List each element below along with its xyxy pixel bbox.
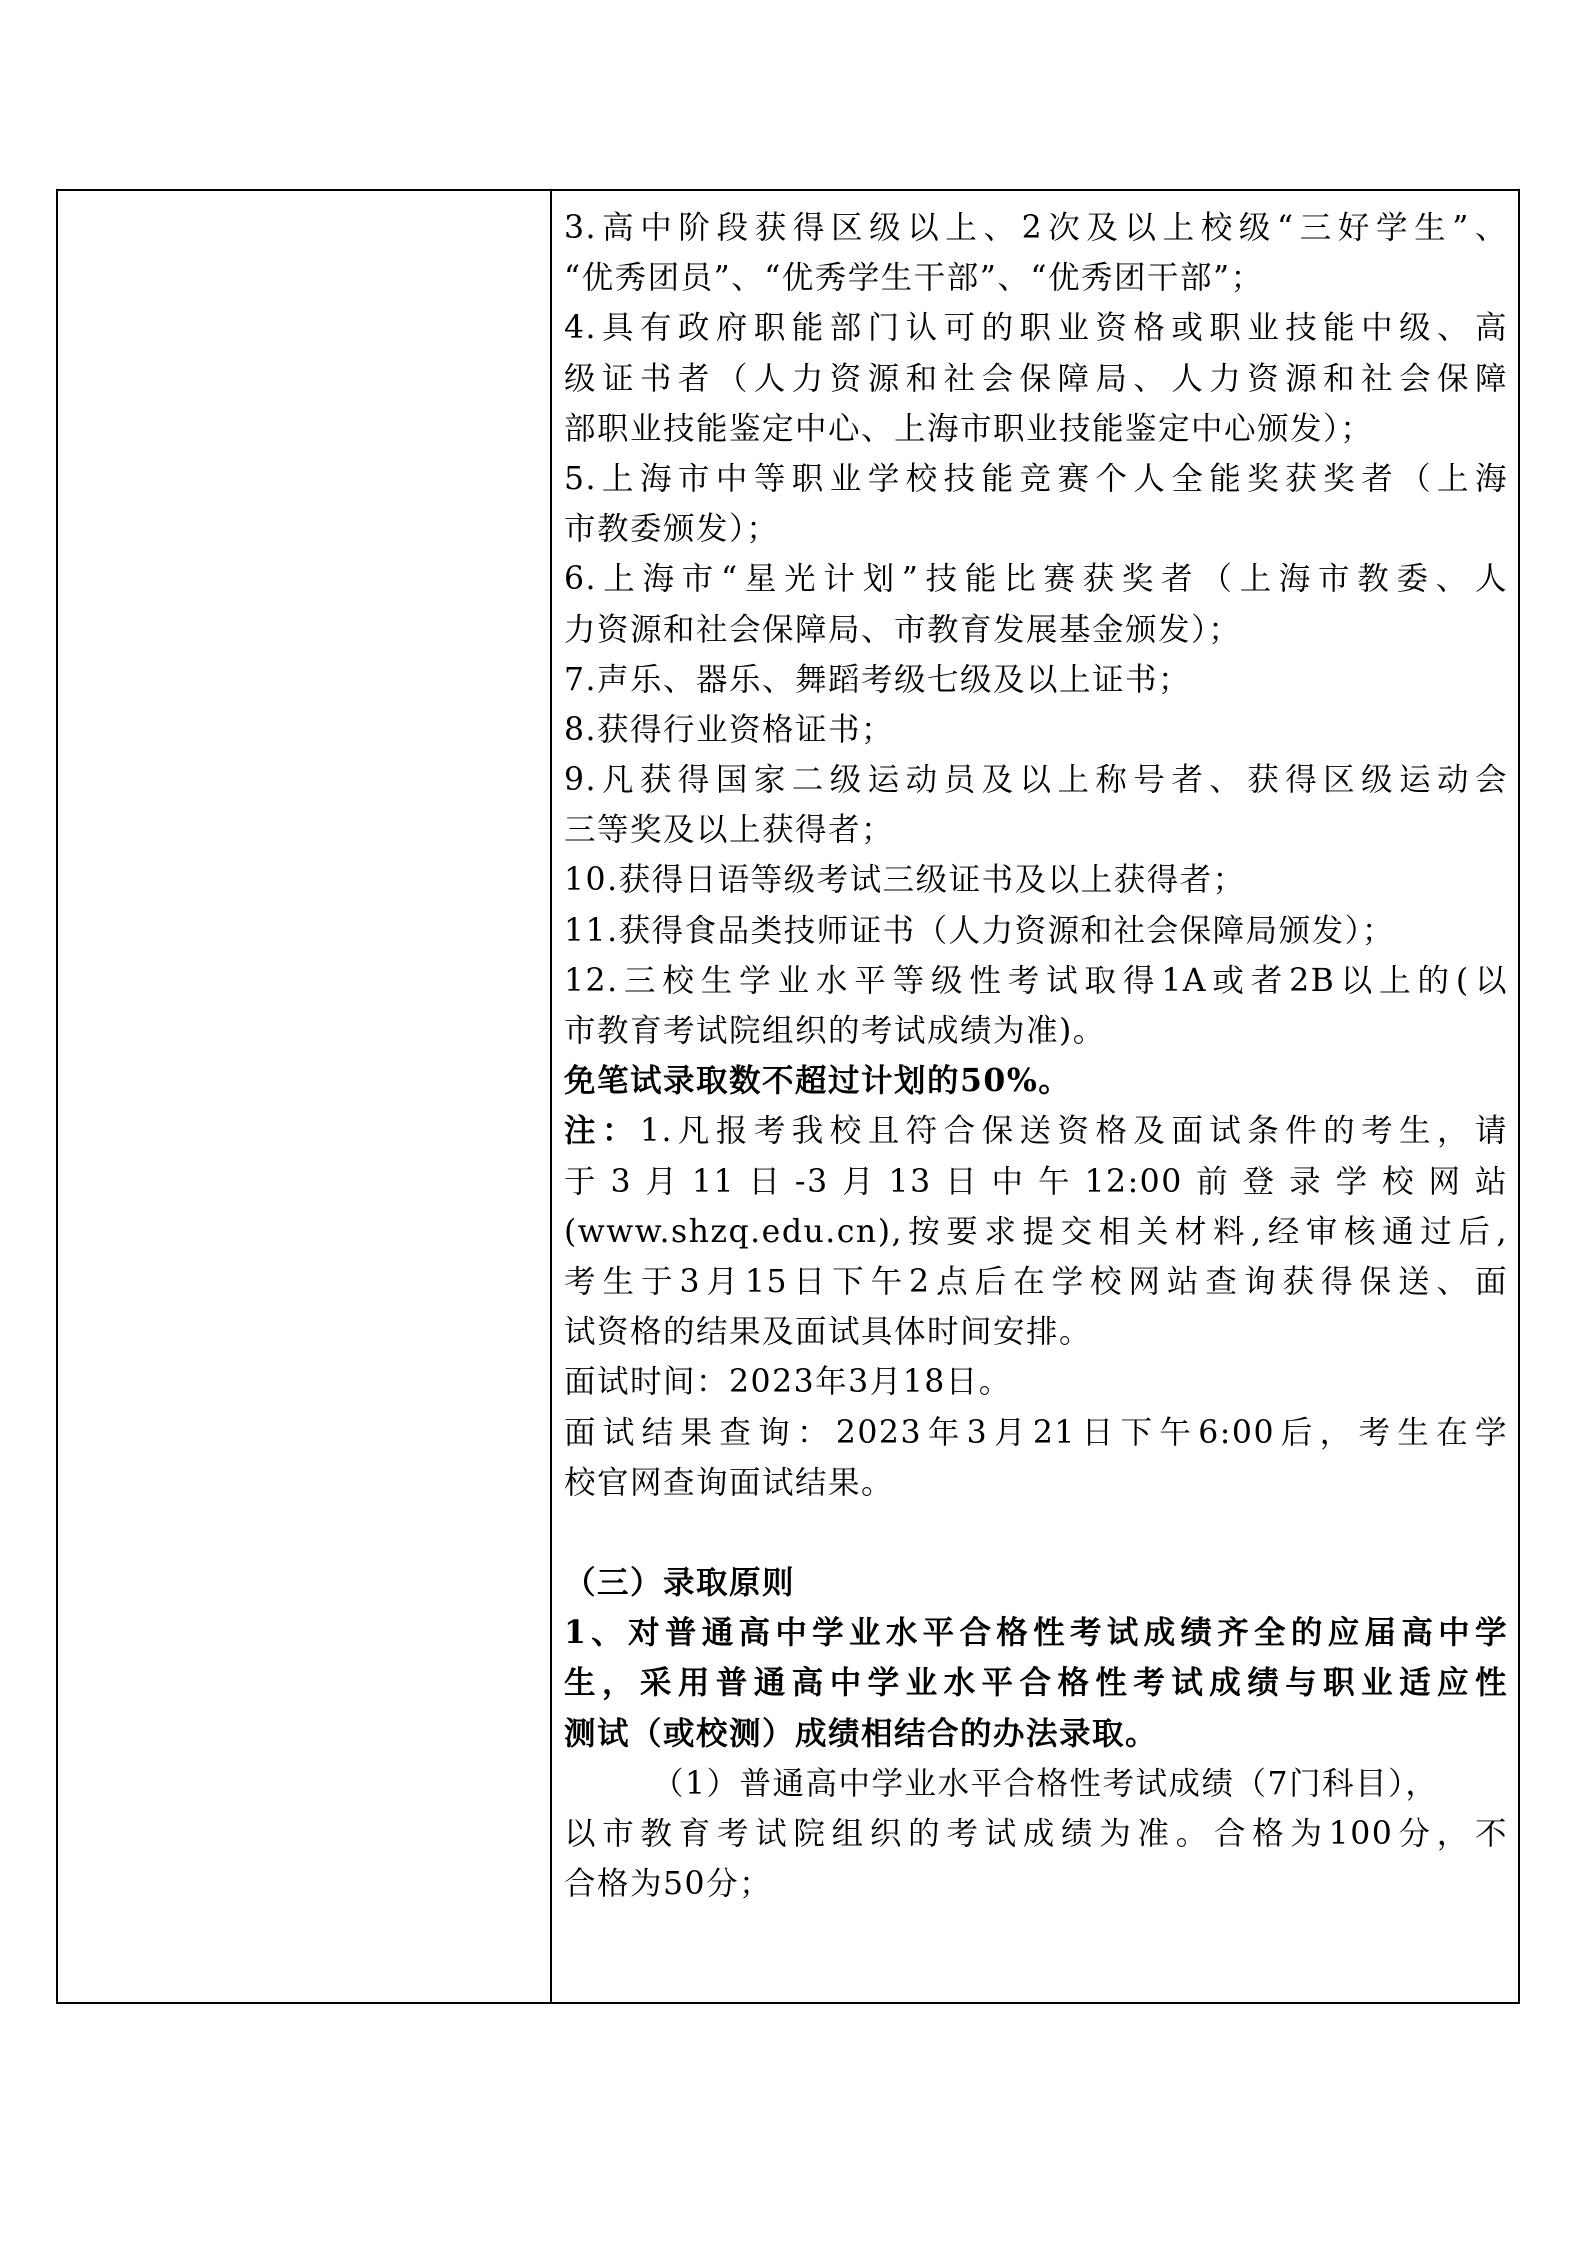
item-8-line: 8.获得行业资格证书； <box>564 711 895 748</box>
content-table <box>56 189 1520 2004</box>
item-3-line-1: 3.高中阶段获得区级以上、2次及以上校级“三好学生”、 <box>564 210 1508 246</box>
interview-date: 面试时间：2023年3月18日。 <box>564 1364 1012 1401</box>
item-4-line-3: 部职业技能鉴定中心、上海市职业技能鉴定中心颁发）； <box>564 410 1374 447</box>
interview-result-line-2: 校官网查询面试结果。 <box>564 1464 895 1501</box>
item-12-line-2: 市教育考试院组织的考试成绩为准)。 <box>564 1013 1106 1049</box>
item-4-line-2: 级证书者（人力资源和社会保障局、人力资源和社会保障 <box>564 360 1508 397</box>
subitem-1-line-3: 合格为50分； <box>564 1866 773 1903</box>
section-spacer <box>564 1508 1508 1558</box>
principle-1-line-1: 1、对普通高中学业水平合格性考试成绩齐全的应届高中学 <box>564 1614 1508 1652</box>
item-10-line: 10.获得日语等级考试三级证书及以上获得者； <box>564 862 1246 899</box>
note-line-4: 考生于3月15日下午2点后在学校网站查询获得保送、面 <box>564 1263 1508 1300</box>
item-12-line-1: 12.三校生学业水平等级性考试取得1A或者2B以上的(以 <box>564 962 1508 999</box>
item-3-line-2: “优秀团员”、“优秀学生干部”、“优秀团干部”； <box>564 260 1264 297</box>
note-label: 注： <box>564 1112 640 1150</box>
item-4-line-1: 4.具有政府职能部门认可的职业资格或职业技能中级、高 <box>564 310 1508 347</box>
interview-result-line-1: 面试结果查询：2023年3月21日下午6:00后，考生在学 <box>564 1414 1508 1451</box>
table-left-cell <box>58 191 552 2002</box>
item-5-line-1: 5.上海市中等职业学校技能竞赛个人全能奖获奖者（上海 <box>564 460 1508 497</box>
section-heading: （三）录取原则 <box>564 1564 796 1602</box>
note-line-1 <box>564 1106 1508 1156</box>
item-7-line: 7.声乐、器乐、舞蹈考级七级及以上证书； <box>564 661 1192 698</box>
table-right-cell <box>552 191 1518 2002</box>
principle-1-line-2: 生，采用普通高中学业水平合格性考试成绩与职业适应性 <box>564 1664 1508 1702</box>
exemption-limit-note: 免笔试录取数不超过计划的50%。 <box>564 1062 1072 1100</box>
subitem-1-line-2: 以市教育考试院组织的考试成绩为准。合格为100分，不 <box>564 1816 1508 1852</box>
item-6-line-1: 6.上海市“星光计划”技能比赛获奖者（上海市教委、人 <box>564 561 1508 598</box>
item-9-line-1: 9.凡获得国家二级运动员及以上称号者、获得区级运动会 <box>564 762 1508 799</box>
principle-1-line-3: 测试（或校测）成绩相结合的办法录取。 <box>564 1714 1159 1752</box>
note-line-3: (www.shzq.edu.cn),按要求提交相关材料,经审核通过后, <box>564 1213 1508 1250</box>
note-line-2: 于3月11日-3月13日中午12:00前登录学校网站 <box>564 1163 1508 1200</box>
note-text-1: 1.凡报考我校且符合保送资格及面试条件的考生，请 <box>639 1113 1508 1150</box>
note-line-5: 试资格的结果及面试具体时间安排。 <box>564 1314 1093 1351</box>
item-9-line-2: 三等奖及以上获得者； <box>564 812 895 849</box>
item-6-line-2: 力资源和社会保障局、市教育发展基金颁发）； <box>564 611 1242 648</box>
item-11-line: 11.获得食品类技师证书（人力资源和社会保障局颁发）； <box>564 912 1395 949</box>
subitem-1-line-1: （1）普通高中学业水平合格性考试成绩（7门科目）， <box>652 1765 1439 1802</box>
item-5-line-2: 市教委颁发）； <box>564 511 780 548</box>
